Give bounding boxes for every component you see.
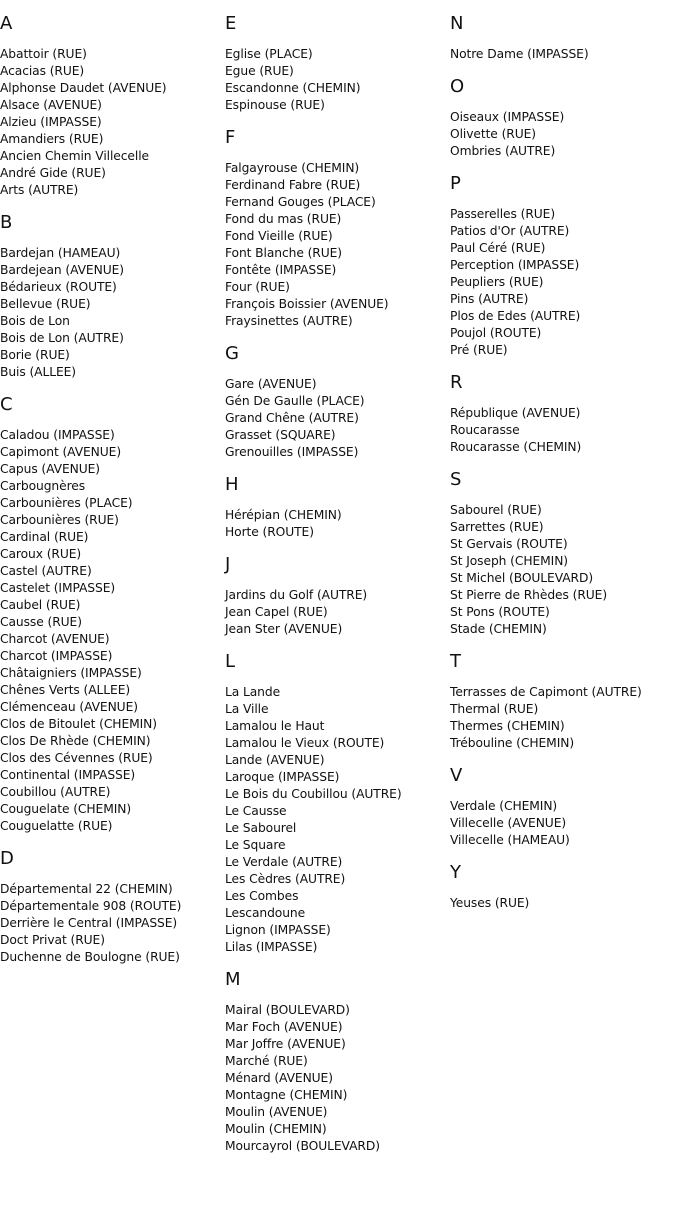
street-item: Mar Foch (AVENUE)	[225, 1020, 343, 1034]
street-item: Causse (RUE)	[0, 615, 82, 629]
street-item: François Boissier (AVENUE)	[225, 297, 389, 311]
street-item: Couguelate (CHEMIN)	[0, 802, 132, 816]
section-letter-heading: Y	[450, 862, 461, 883]
section-letter-heading: F	[225, 127, 236, 148]
street-item: Poujol (ROUTE)	[450, 326, 542, 340]
letter-section	[450, 652, 672, 752]
section-letter-heading: O	[450, 76, 465, 97]
street-item: Bardejean (AVENUE)	[0, 263, 124, 277]
letter-section	[225, 344, 447, 461]
street-item: Lescandoune	[225, 906, 306, 920]
letter-section	[225, 970, 447, 1155]
street-item: Bois de Lon	[0, 314, 70, 328]
street-item: Le Square	[225, 838, 286, 852]
street-list	[0, 46, 222, 199]
street-item: La Ville	[225, 702, 269, 716]
street-item: Olivette (RUE)	[450, 127, 536, 141]
section-letter-heading: T	[450, 651, 461, 672]
street-item: Fond Vieille (RUE)	[225, 229, 333, 243]
street-item: Lignon (IMPASSE)	[225, 923, 331, 937]
street-item: Verdale (CHEMIN)	[450, 799, 558, 813]
street-item: Thermes (CHEMIN)	[450, 719, 565, 733]
letter-section	[225, 14, 447, 114]
street-item: Eglise (PLACE)	[225, 47, 313, 61]
index-column-2	[225, 0, 447, 1155]
street-item: Espinouse (RUE)	[225, 98, 325, 112]
letter-section	[0, 395, 222, 835]
street-item: Villecelle (HAMEAU)	[450, 833, 570, 847]
street-item: Four (RUE)	[225, 280, 290, 294]
street-item: Buis (ALLEE)	[0, 365, 77, 379]
street-item: Jean Ster (AVENUE)	[225, 622, 343, 636]
street-list	[450, 895, 672, 912]
street-item: Les Cèdres (AUTRE)	[225, 872, 346, 886]
street-item: Alphonse Daudet (AVENUE)	[0, 81, 167, 95]
section-letter-heading: J	[225, 554, 231, 575]
street-item: Jean Capel (RUE)	[225, 605, 328, 619]
section-letter-heading: N	[450, 13, 464, 34]
street-item: Couguelatte (RUE)	[0, 819, 113, 833]
street-list	[450, 684, 672, 752]
street-item: Bédarieux (ROUTE)	[0, 280, 117, 294]
street-item: Ferdinand Fabre (RUE)	[225, 178, 361, 192]
street-item: Lamalou le Haut	[225, 719, 325, 733]
section-letter-heading: H	[225, 474, 239, 495]
street-item: Clos de Bitoulet (CHEMIN)	[0, 717, 157, 731]
letter-section	[225, 128, 447, 330]
street-item: Derrière le Central (IMPASSE)	[0, 916, 178, 930]
letter-section	[450, 14, 672, 63]
street-item: Départemental 22 (CHEMIN)	[0, 882, 173, 896]
street-list	[0, 881, 222, 966]
letter-section	[450, 174, 672, 359]
street-item: Hérépian (CHEMIN)	[225, 508, 342, 522]
street-item: Bois de Lon (AUTRE)	[0, 331, 124, 345]
street-item: Horte (ROUTE)	[225, 525, 314, 539]
section-letter-heading: B	[0, 212, 13, 233]
street-item: Acacias (RUE)	[0, 64, 85, 78]
street-item: Départementale 908 (ROUTE)	[0, 899, 182, 913]
street-item: Perception (IMPASSE)	[450, 258, 580, 272]
street-item: Fond du mas (RUE)	[225, 212, 342, 226]
section-letter-heading: S	[450, 469, 462, 490]
street-item: Les Combes	[225, 889, 299, 903]
street-item: Abattoir (RUE)	[0, 47, 87, 61]
street-item: Capimont (AVENUE)	[0, 445, 122, 459]
street-item: Bardejan (HAMEAU)	[0, 246, 121, 260]
street-item: Font Blanche (RUE)	[225, 246, 343, 260]
street-list	[225, 46, 447, 114]
street-item: Fernand Gouges (PLACE)	[225, 195, 376, 209]
street-item: Pré (RUE)	[450, 343, 508, 357]
index-column-3	[450, 0, 672, 912]
street-item: Caladou (IMPASSE)	[0, 428, 115, 442]
street-item: Grasset (SQUARE)	[225, 428, 336, 442]
street-item: St Michel (BOULEVARD)	[450, 571, 594, 585]
street-item: Duchenne de Boulogne (RUE)	[0, 950, 180, 964]
street-item: Fontête (IMPASSE)	[225, 263, 337, 277]
street-item: Chênes Verts (ALLEE)	[0, 683, 131, 697]
street-item: Coubillou (AUTRE)	[0, 785, 111, 799]
street-item: André Gide (RUE)	[0, 166, 106, 180]
index-column-1	[0, 0, 222, 966]
street-list	[0, 245, 222, 381]
letter-section	[450, 77, 672, 160]
street-item: Le Causse	[225, 804, 287, 818]
street-item: Clémenceau (AVENUE)	[0, 700, 138, 714]
street-item: Roucarasse	[450, 423, 520, 437]
street-list	[225, 587, 447, 638]
street-item: Continental (IMPASSE)	[0, 768, 136, 782]
street-item: La Lande	[225, 685, 281, 699]
street-item: Arts (AUTRE)	[0, 183, 79, 197]
street-item: Paul Céré (RUE)	[450, 241, 546, 255]
section-letter-heading: D	[0, 848, 14, 869]
street-item: St Gervais (ROUTE)	[450, 537, 568, 551]
letter-section	[450, 470, 672, 638]
section-letter-heading: C	[0, 394, 13, 415]
street-item: Notre Dame (IMPASSE)	[450, 47, 589, 61]
street-item: Le Verdale (AUTRE)	[225, 855, 343, 869]
street-list	[225, 1002, 447, 1155]
street-list	[450, 46, 672, 63]
street-item: Montagne (CHEMIN)	[225, 1088, 348, 1102]
street-list	[450, 502, 672, 638]
street-item: Fraysinettes (AUTRE)	[225, 314, 353, 328]
street-item: Clos De Rhède (CHEMIN)	[0, 734, 151, 748]
street-item: Falgayrouse (CHEMIN)	[225, 161, 360, 175]
street-item: Jardins du Golf (AUTRE)	[225, 588, 368, 602]
street-item: Lilas (IMPASSE)	[225, 940, 318, 954]
street-item: Pins (AUTRE)	[450, 292, 529, 306]
street-list	[450, 405, 672, 456]
street-list	[450, 206, 672, 359]
street-item: Terrasses de Capimont (AUTRE)	[450, 685, 642, 699]
street-item: Sarrettes (RUE)	[450, 520, 544, 534]
street-item: Oiseaux (IMPASSE)	[450, 110, 565, 124]
street-item: Borie (RUE)	[0, 348, 70, 362]
street-list	[225, 376, 447, 461]
street-item: Amandiers (RUE)	[0, 132, 104, 146]
street-item: St Pierre de Rhèdes (RUE)	[450, 588, 608, 602]
street-item: Sabourel (RUE)	[450, 503, 542, 517]
street-item: Ancien Chemin Villecelle	[0, 149, 149, 163]
street-item: St Pons (ROUTE)	[450, 605, 550, 619]
street-item: Peupliers (RUE)	[450, 275, 544, 289]
letter-section	[450, 373, 672, 456]
street-item: Moulin (CHEMIN)	[225, 1122, 327, 1136]
street-item: Charcot (IMPASSE)	[0, 649, 113, 663]
street-item: Ménard (AVENUE)	[225, 1071, 333, 1085]
street-item: Yeuses (RUE)	[450, 896, 530, 910]
section-letter-heading: P	[450, 173, 461, 194]
letter-section	[225, 555, 447, 638]
street-item: Cardinal (RUE)	[0, 530, 89, 544]
street-item: Passerelles (RUE)	[450, 207, 556, 221]
street-item: Capus (AVENUE)	[0, 462, 101, 476]
section-letter-heading: M	[225, 969, 241, 990]
street-item: Marché (RUE)	[225, 1054, 308, 1068]
section-letter-heading: V	[450, 765, 463, 786]
street-list	[450, 798, 672, 849]
letter-section	[0, 849, 222, 966]
street-item: Caroux (RUE)	[0, 547, 82, 561]
street-item: Gén De Gaulle (PLACE)	[225, 394, 365, 408]
street-item: Carbounières (RUE)	[0, 513, 119, 527]
street-item: St Joseph (CHEMIN)	[450, 554, 568, 568]
street-item: Grenouilles (IMPASSE)	[225, 445, 359, 459]
street-item: Castel (AUTRE)	[0, 564, 92, 578]
street-item: Alzieu (IMPASSE)	[0, 115, 102, 129]
letter-section	[0, 14, 222, 199]
letter-section	[450, 766, 672, 849]
section-letter-heading: L	[225, 651, 236, 672]
street-item: Charcot (AVENUE)	[0, 632, 110, 646]
street-item: Châtaigniers (IMPASSE)	[0, 666, 142, 680]
street-item: Le Sabourel	[225, 821, 297, 835]
street-item: Roucarasse (CHEMIN)	[450, 440, 582, 454]
street-item: Grand Chêne (AUTRE)	[225, 411, 359, 425]
street-item: Trébouline (CHEMIN)	[450, 736, 575, 750]
street-list	[225, 507, 447, 541]
street-item: Carbougnères	[0, 479, 86, 493]
section-letter-heading: R	[450, 372, 463, 393]
street-item: Caubel (RUE)	[0, 598, 81, 612]
letter-section	[0, 213, 222, 381]
section-letter-heading: E	[225, 13, 237, 34]
street-item: République (AVENUE)	[450, 406, 581, 420]
street-item: Bellevue (RUE)	[0, 297, 91, 311]
street-item: Mourcayrol (BOULEVARD)	[225, 1139, 380, 1153]
street-item: Villecelle (AVENUE)	[450, 816, 567, 830]
street-item: Stade (CHEMIN)	[450, 622, 547, 636]
street-item: Lamalou le Vieux (ROUTE)	[225, 736, 385, 750]
letter-section	[225, 652, 447, 956]
street-item: Patios d'Or (AUTRE)	[450, 224, 570, 238]
street-item: Castelet (IMPASSE)	[0, 581, 116, 595]
street-item: Carbounières (PLACE)	[0, 496, 133, 510]
street-item: Alsace (AVENUE)	[0, 98, 102, 112]
section-letter-heading: G	[225, 343, 239, 364]
street-item: Thermal (RUE)	[450, 702, 539, 716]
street-item: Lande (AVENUE)	[225, 753, 325, 767]
street-item: Mairal (BOULEVARD)	[225, 1003, 350, 1017]
street-list	[225, 160, 447, 330]
street-list	[0, 427, 222, 835]
letter-section	[450, 863, 672, 912]
street-item: Egue (RUE)	[225, 64, 294, 78]
street-item: Plos de Edes (AUTRE)	[450, 309, 581, 323]
letter-section	[225, 475, 447, 541]
street-item: Doct Privat (RUE)	[0, 933, 105, 947]
street-item: Clos des Cévennes (RUE)	[0, 751, 153, 765]
street-item: Escandonne (CHEMIN)	[225, 81, 361, 95]
street-item: Gare (AVENUE)	[225, 377, 317, 391]
street-item: Moulin (AVENUE)	[225, 1105, 328, 1119]
street-item: Laroque (IMPASSE)	[225, 770, 340, 784]
street-item: Mar Joffre (AVENUE)	[225, 1037, 346, 1051]
street-list	[450, 109, 672, 160]
street-item: Ombries (AUTRE)	[450, 144, 556, 158]
section-letter-heading: A	[0, 13, 13, 34]
street-list	[225, 684, 447, 956]
street-item: Le Bois du Coubillou (AUTRE)	[225, 787, 402, 801]
